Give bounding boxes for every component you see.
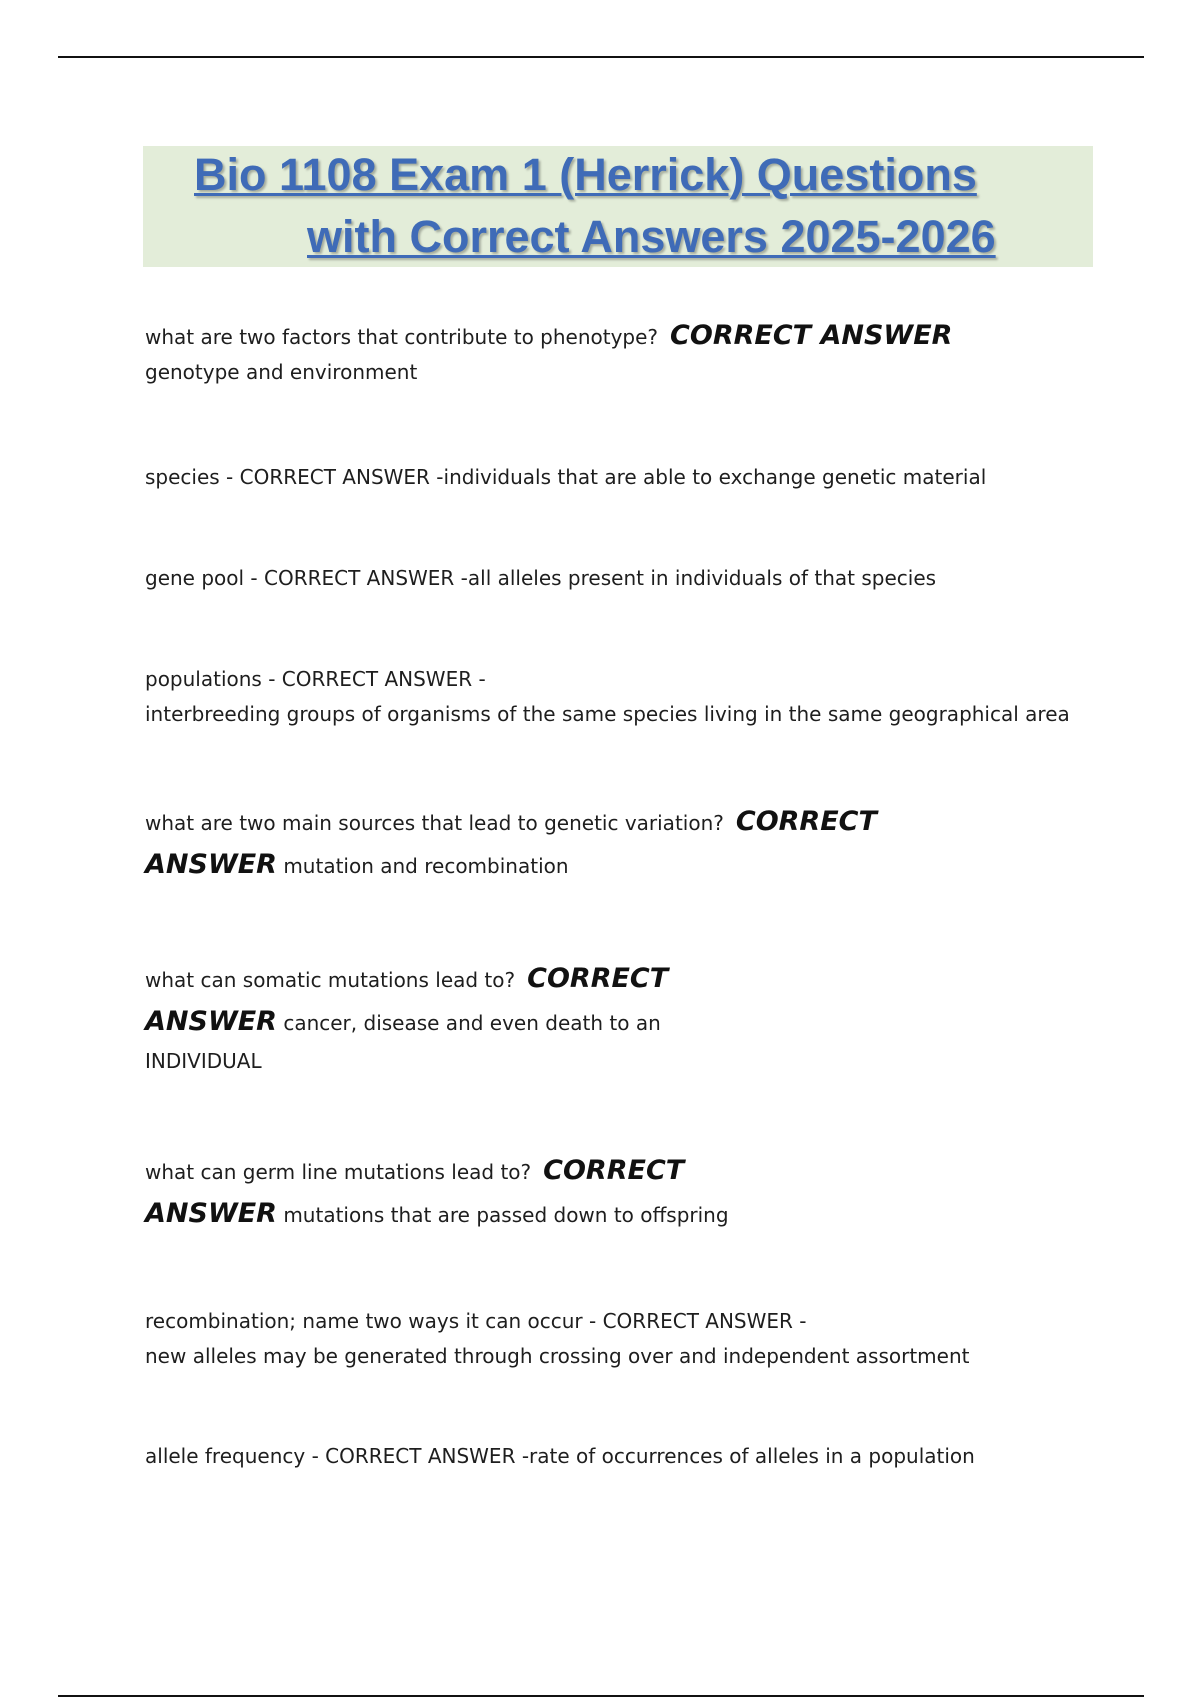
question-text: what can somatic mutations lead to?	[145, 968, 516, 992]
qa-text-line-1: recombination; name two ways it can occur - CORRECT ANSWER -	[145, 1309, 807, 1333]
qa-item-recombination	[145, 1304, 1095, 1374]
qa-text-line-2: new alleles may be generated through crossing over and independent assortment	[145, 1344, 970, 1368]
correct-answer-marker: CORRECT	[543, 1155, 685, 1186]
qa-item-gene-pool	[145, 561, 1095, 596]
question-text: what are two factors that contribute to phenotype?	[145, 325, 659, 349]
answer-text: cancer, disease and even death to an	[283, 1011, 661, 1035]
top-rule	[58, 56, 1144, 58]
answer-text: mutations that are passed down to offspring	[283, 1203, 729, 1227]
qa-item-species	[145, 460, 1095, 495]
document-title-line-2: with Correct Answers 2025-2026	[307, 211, 996, 262]
correct-answer-marker: CORRECT	[527, 963, 669, 994]
qa-item-genetic-variation	[145, 801, 1095, 887]
qa-item-somatic-mutations	[145, 958, 1095, 1079]
question-text: what can germ line mutations lead to?	[145, 1160, 532, 1184]
correct-answer-marker-cont: ANSWER	[145, 1198, 277, 1229]
qa-text-line-2: interbreeding groups of organisms of the same species living in the same geographical area	[145, 702, 1070, 726]
qa-text: allele frequency - CORRECT ANSWER -rate of occurrences of alleles in a population	[145, 1444, 975, 1468]
correct-answer-marker: CORRECT ANSWER	[670, 320, 953, 351]
correct-answer-marker: CORRECT	[735, 806, 877, 837]
qa-text: species - CORRECT ANSWER -individuals that are able to exchange genetic material	[145, 465, 987, 489]
answer-text: mutation and recombination	[283, 854, 569, 878]
qa-item-populations	[145, 662, 1095, 732]
qa-text: gene pool - CORRECT ANSWER -all alleles present in individuals of that species	[145, 566, 937, 590]
correct-answer-marker-cont: ANSWER	[145, 1006, 277, 1037]
qa-item-phenotype	[145, 318, 1095, 390]
answer-text-cont: INDIVIDUAL	[145, 1049, 262, 1073]
question-text: what are two main sources that lead to genetic variation?	[145, 811, 724, 835]
qa-item-germ-line-mutations	[145, 1150, 1095, 1236]
qa-item-allele-frequency	[145, 1439, 1095, 1474]
bottom-rule	[58, 1695, 1144, 1697]
document-title-line-1: Bio 1108 Exam 1 (Herrick) Questions	[194, 149, 977, 200]
correct-answer-marker-cont: ANSWER	[145, 849, 277, 880]
qa-text-line-1: populations - CORRECT ANSWER -	[145, 667, 486, 691]
answer-text: genotype and environment	[145, 360, 418, 384]
